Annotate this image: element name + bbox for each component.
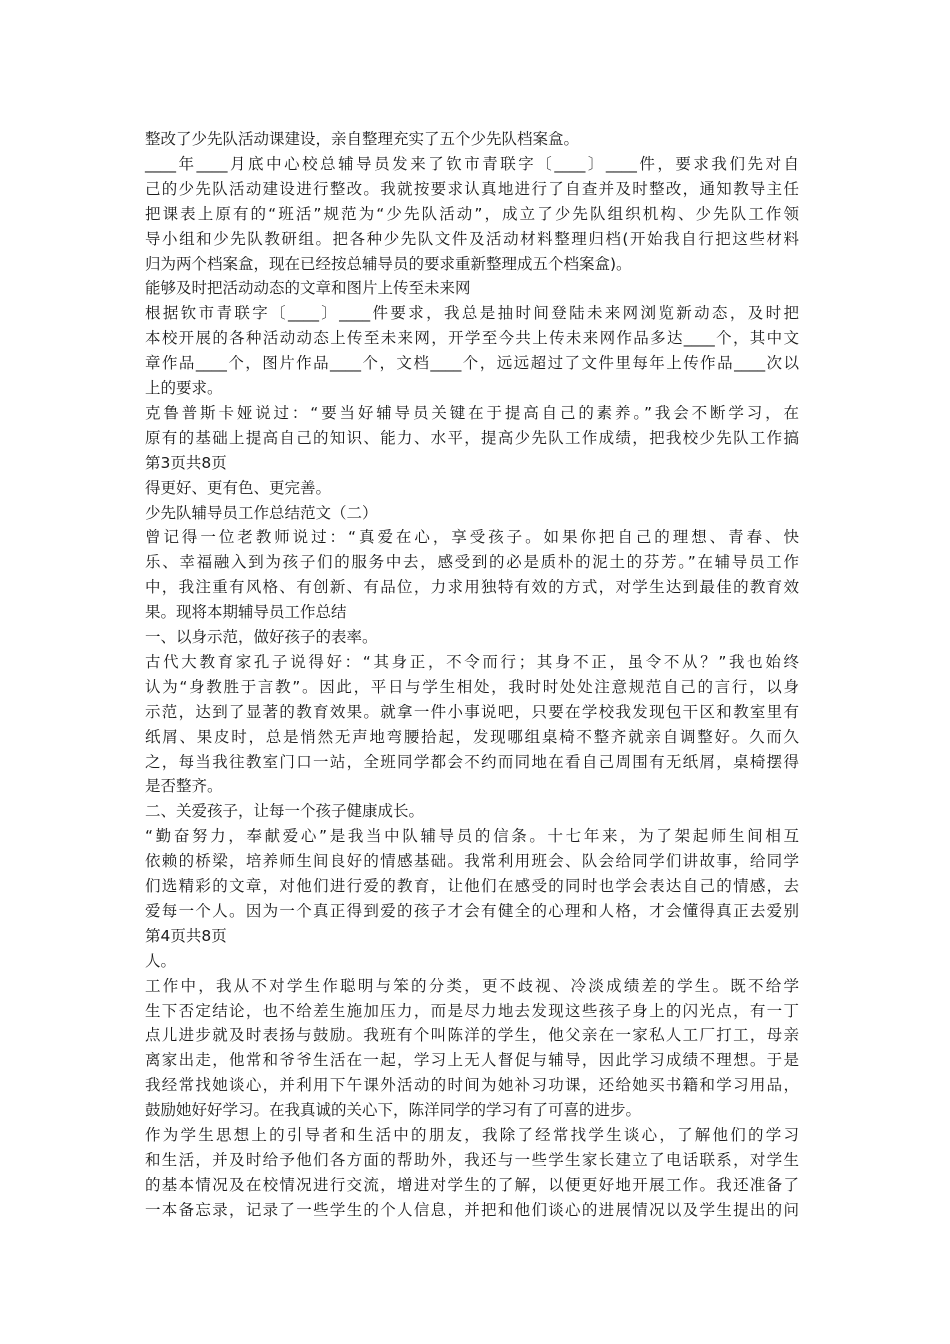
text-line: 二、关爱孩子，让每一个孩子健康成长。 bbox=[145, 802, 425, 821]
text-line: 本校开展的各种活动动态上传至未来网，开学至今共上传未来网作品多达____个，其中文 bbox=[145, 329, 799, 348]
text-line: 一、以身示范，做好孩子的表率。 bbox=[145, 628, 378, 646]
text-line: 把课表上原有的“班活”规范为“少先队活动”，成立了少先队组织机构、少先队工作领 bbox=[145, 204, 799, 223]
text-line: 认为“身教胜于言教”。因此，平日与学生相处，我时时处处注意规范自己的言行，以身 bbox=[145, 677, 799, 696]
text-line: 古代大教育家孔子说得好：“其身正，不令而行；其身不正，虽令不从？”我也始终 bbox=[145, 652, 799, 671]
text-line: 章作品____个，图片作品____个，文档____个，远远超过了文件里每年上传作品____次以 bbox=[145, 354, 799, 373]
text-line: 爱每一个人。因为一个真正得到爱的孩子才会有健全的心理和人格，才会懂得真正去爱别 bbox=[145, 901, 799, 920]
text-line: 根据钦市青联字〔____〕____件要求，我总是抽时间登陆未来网浏览新动态，及时把 bbox=[145, 304, 799, 323]
text-line: 人。 bbox=[145, 951, 177, 970]
text-line: “勤奋努力，奉献爱心”是我当中队辅导员的信条。十七年来，为了架起师生间相互 bbox=[145, 827, 799, 846]
text-line: 之，每当我往教室门口一站，全班同学都会不约而同地在看自己周围有无纸屑，桌椅摆得 bbox=[145, 752, 799, 771]
page-number: 第4页共8页 bbox=[145, 926, 227, 945]
text-line: 是否整齐。 bbox=[145, 777, 223, 796]
text-line: 乐、幸福融入到为孩子们的服务中去，感受到的必是质朴的泥土的芬芳。”在辅导员工作 bbox=[145, 553, 799, 572]
text-line: 果。现将本期辅导员工作总结 bbox=[145, 603, 347, 622]
text-line: 依赖的桥梁，培养师生间良好的情感基础。我常利用班会、队会给同学们讲故事，给同学 bbox=[145, 852, 799, 871]
text-line: 整改了少先队活动课建设，亲自整理充实了五个少先队档案盒。 bbox=[145, 130, 580, 148]
text-line: 归为两个档案盒，现在已经按总辅导员的要求重新整理成五个档案盒)。 bbox=[145, 254, 632, 273]
text-line: 上的要求。 bbox=[145, 379, 223, 397]
page-number: 第3页共8页 bbox=[145, 453, 227, 472]
text-line: 生下否定结论，也不给差生施加压力，而是尽力地去发现这些孩子身上的闪光点，有一丁 bbox=[145, 1001, 799, 1020]
text-line: 我经常找她谈心，并利用下午课外活动的时间为她补习功课，还给她买书籍和学习用品， bbox=[145, 1076, 799, 1095]
text-line: 鼓励她好好学习。在我真诚的关心下，陈洋同学的学习有了可喜的进步。 bbox=[145, 1101, 642, 1120]
text-line: 少先队辅导员工作总结范文（二） bbox=[145, 503, 378, 522]
text-line: 得更好、更有色、更完善。 bbox=[145, 478, 332, 497]
text-line: 原有的基础上提高自己的知识、能力、水平，提高少先队工作成绩，把我校少先队工作搞 bbox=[145, 428, 799, 447]
text-line: 导小组和少先队教研组。把各种少先队文件及活动材料整理归档(开始我自行把这些材料 bbox=[145, 229, 799, 248]
text-line: 点儿进步就及时表扬与鼓励。我班有个叫陈洋的学生，他父亲在一家私人工厂打工，母亲 bbox=[145, 1026, 799, 1045]
text-line: 曾记得一位老教师说过：“真爱在心，享受孩子。如果你把自己的理想、青春、快 bbox=[145, 528, 799, 547]
text-line: 作为学生思想上的引导者和生活中的朋友，我除了经常找学生谈心，了解他们的学习 bbox=[145, 1126, 799, 1144]
text-line: 们选精彩的文章，对他们进行爱的教育，让他们在感受的同时也学会表达自己的情感，去 bbox=[145, 877, 799, 895]
text-line: 的基本情况及在校情况进行交流，增进对学生的了解，以便更好地开展工作。我还准备了 bbox=[145, 1175, 799, 1194]
text-line: 中，我注重有风格、有创新、有品位，力求用独特有效的方式，对学生达到最佳的教育效 bbox=[145, 578, 799, 597]
text-line: 一本备忘录，记录了一些学生的个人信息，并把和他们谈心的进展情况以及学生提出的问 bbox=[145, 1200, 799, 1219]
text-line: 工作中，我从不对学生作聪明与笨的分类，更不歧视、冷淡成绩差的学生。既不给学 bbox=[145, 976, 799, 995]
text-line: 能够及时把活动动态的文章和图片上传至未来网 bbox=[145, 279, 471, 298]
text-line: 和生活，并及时给予他们各方面的帮助外，我还与一些学生家长建立了电话联系，对学生 bbox=[145, 1150, 799, 1169]
text-line: 示范，达到了显著的教育效果。就拿一件小事说吧，只要在学校我发现包干区和教室里有 bbox=[145, 702, 799, 721]
text-line: 离家出走，他常和爷爷生活在一起，学习上无人督促与辅导，因此学习成绩不理想。于是 bbox=[145, 1051, 799, 1070]
text-line: ____年____月底中心校总辅导员发来了钦市青联字〔____〕____件，要求我们先对自 bbox=[145, 154, 799, 173]
text-line: 克鲁普斯卡娅说过：“要当好辅导员关键在于提高自己的素养。”我会不断学习，在 bbox=[145, 403, 799, 422]
text-line: 纸屑、果皮时，总是悄然无声地弯腰拾起，发现哪组桌椅不整齐就亲自调整好。久而久 bbox=[145, 727, 799, 746]
text-line: 己的少先队活动建设进行整改。我就按要求认真地进行了自查并及时整改，通知教导主任 bbox=[145, 179, 799, 198]
